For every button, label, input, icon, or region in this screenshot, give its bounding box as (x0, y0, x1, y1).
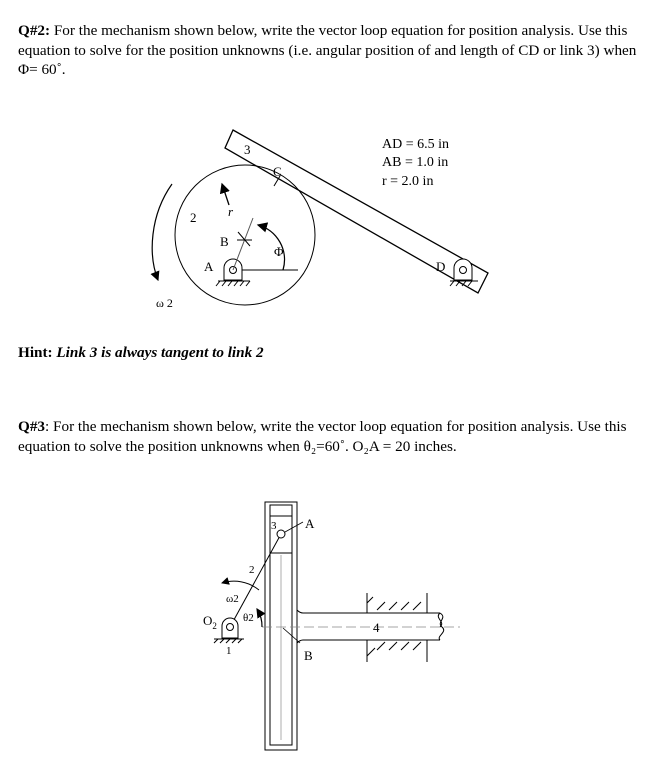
pivot-d-icon (450, 259, 478, 286)
label-ground-1: 1 (226, 645, 232, 657)
question-2-label: Q#2: (18, 22, 51, 39)
link-4-rod (297, 610, 444, 643)
label-a: A (204, 259, 214, 274)
theta-2-arc (257, 609, 262, 627)
link-ab (233, 218, 253, 270)
label-link-4: 4 (373, 620, 380, 635)
label-link-3: 3 (271, 520, 277, 532)
leader-a (285, 522, 303, 532)
point-b-cross (237, 232, 252, 246)
question-2-body: For the mechanism shown below, write the vector loop equation for position analysis. Use this equation to solve for the position unknowns (i.e. angular position of and length of CD or link 3) when Φ= 60˚. (18, 22, 637, 78)
label-link-3: 3 (244, 142, 251, 157)
label-theta-2: θ2 (243, 612, 254, 624)
label-phi: Φ (274, 244, 284, 259)
bushing-bottom (367, 640, 427, 662)
pivot-o2-icon (214, 618, 244, 643)
given-r: r = 2.0 in (382, 174, 434, 189)
pin-a (277, 530, 285, 538)
radius-r-arrow (222, 184, 229, 205)
label-r: r (228, 204, 234, 219)
bushing-top (367, 593, 427, 613)
label-o2: $O_2$ (203, 613, 217, 631)
link-3-bar (225, 130, 488, 293)
omega-2-arrow (152, 184, 172, 280)
label-c: C (273, 164, 282, 179)
q3-mechanism-diagram (214, 502, 460, 750)
given-ad: AD = 6.5 in (382, 137, 450, 152)
label-omega-2: ω2 (226, 593, 239, 605)
label-a: A (305, 516, 315, 531)
omega-2-arrow (222, 581, 259, 590)
pivot-a-icon (216, 259, 250, 286)
link-2-disk (175, 165, 315, 305)
question-3-body: : For the mechanism shown below, write the vector loop equation for position analysis. Use this equation to solve the position unknowns when θ₂=60˚. O₂A = 20 inches. (18, 418, 627, 455)
link-2-crank (230, 534, 281, 627)
label-b: B (220, 234, 229, 249)
given-ab: AB = 1.0 in (382, 155, 449, 170)
question-3-label: Q#3 (18, 418, 46, 435)
label-link-2: 2 (190, 210, 197, 225)
label-omega-2: ω 2 (156, 296, 173, 310)
label-b: B (304, 648, 313, 663)
label-link-2: 2 (249, 564, 255, 576)
hint-body: Link 3 is always tangent to link 2 (52, 344, 264, 361)
hint-label: Hint: (18, 344, 53, 361)
label-d: D (436, 259, 446, 274)
